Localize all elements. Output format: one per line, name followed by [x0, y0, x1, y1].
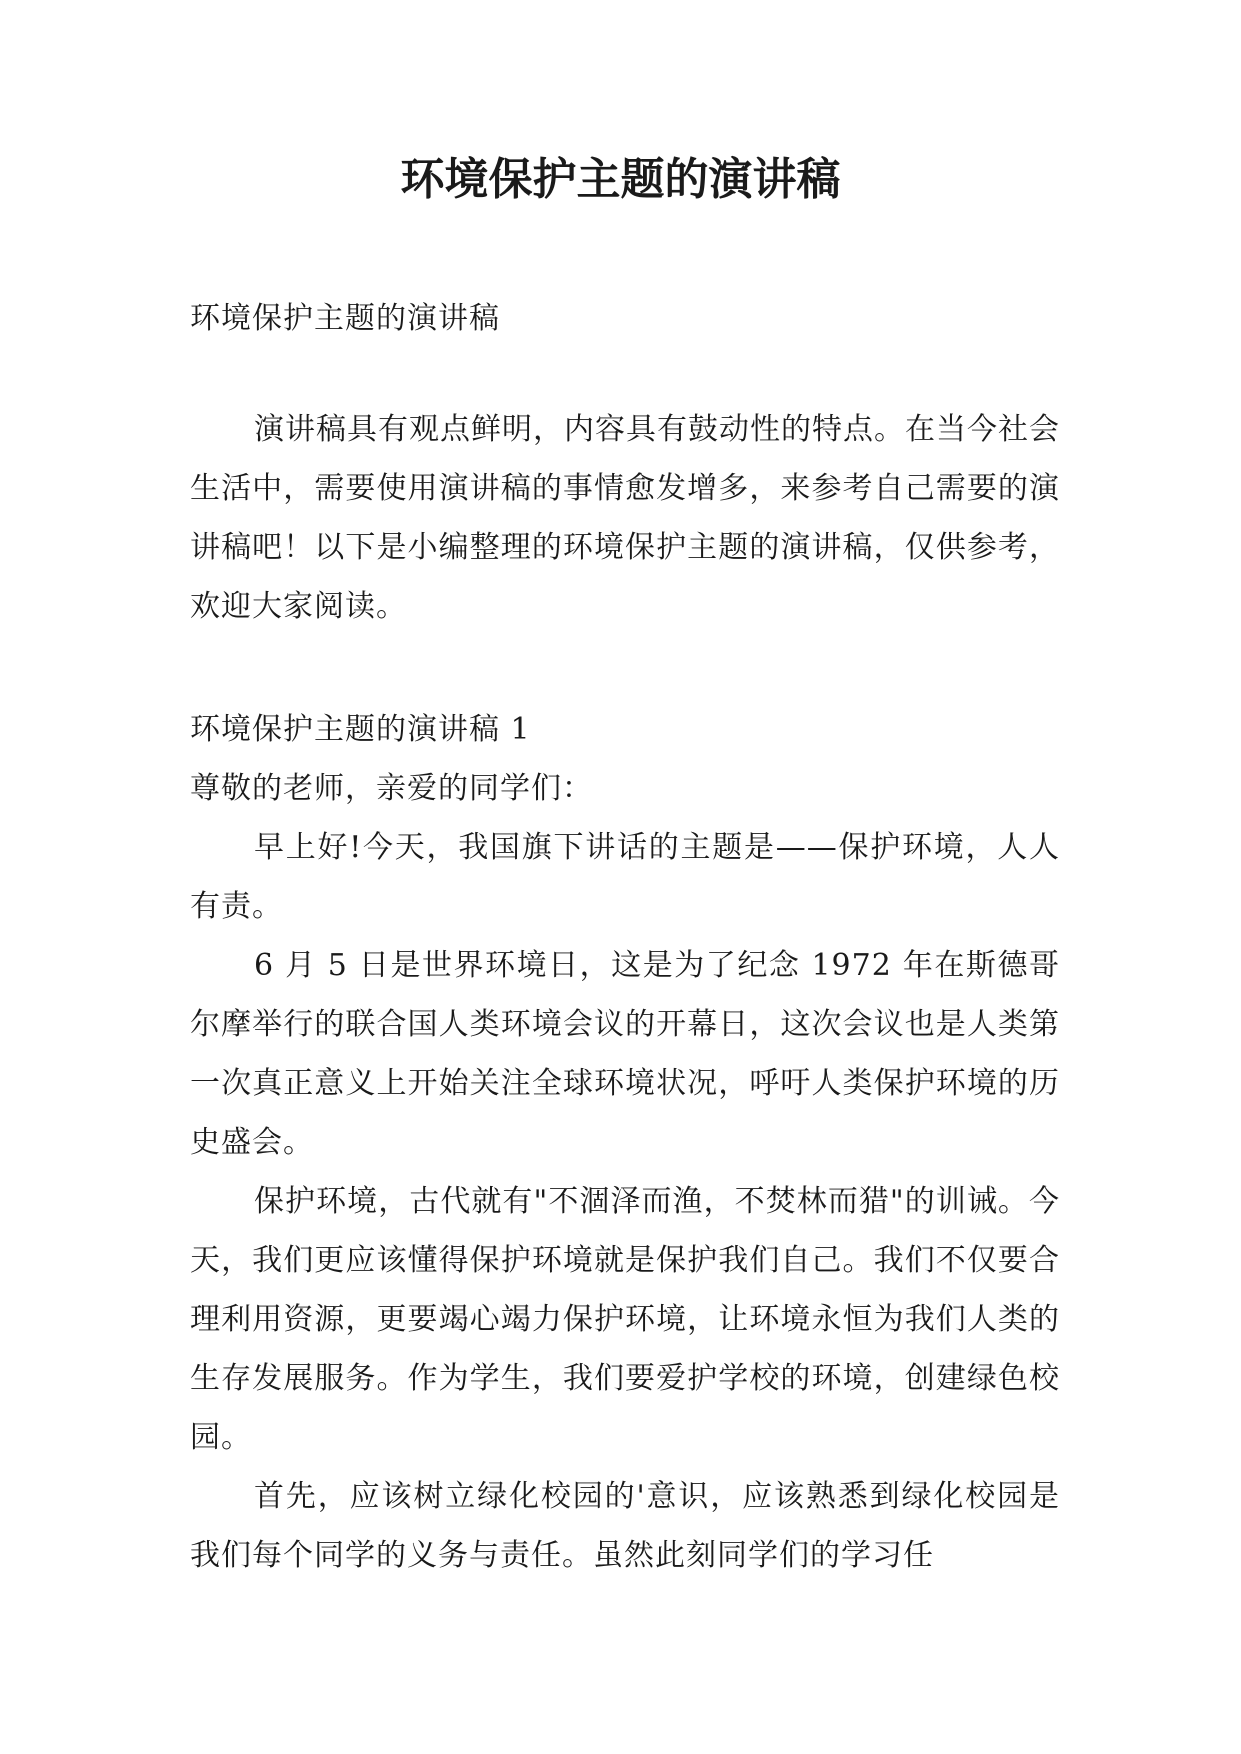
speech-paragraph: 保护环境，古代就有"不涸泽而渔，不焚林而猎"的训诫。今天，我们更应该懂得保护环境就是保护我们自己。我们不仅要合理利用资源，更要竭心竭力保护环境，让环境永恒为我们人类的生存发展服务。作为学生，我们要爱护学校的环境，创建绿色校园。: [190, 1184, 1060, 1455]
document-subtitle: 环境保护主题的演讲稿: [190, 301, 500, 336]
document-title: 环境保护主题的演讲稿: [400, 154, 841, 205]
speech-paragraph: 早上好!今天，我国旗下讲话的主题是——保护环境，人人有责。: [190, 830, 1060, 924]
speech-paragraph: 首先，应该树立绿化校园的'意识，应该熟悉到绿化校园是我们每个同学的义务与责任。虽然此刻同学们的学习任: [190, 1479, 1060, 1573]
intro-paragraph: 演讲稿具有观点鲜明，内容具有鼓动性的特点。在当今社会生活中，需要使用演讲稿的事情愈发增多，来参考自己需要的演讲稿吧！以下是小编整理的环境保护主题的演讲稿，仅供参考，欢迎大家阅读。: [190, 412, 1060, 624]
speech-paragraph: 6 月 5 日是世界环境日，这是为了纪念 1972 年在斯德哥尔摩举行的联合国人类环境会议的开幕日，这次会议也是人类第一次真正意义上开始关注全球环境状况，呼吁人类保护环境的历史盛会。: [190, 948, 1060, 1160]
salutation: 尊敬的老师，亲爱的同学们：: [190, 771, 593, 806]
section-heading: 环境保护主题的演讲稿 1: [190, 712, 531, 747]
speech-section: [190, 700, 1060, 1585]
